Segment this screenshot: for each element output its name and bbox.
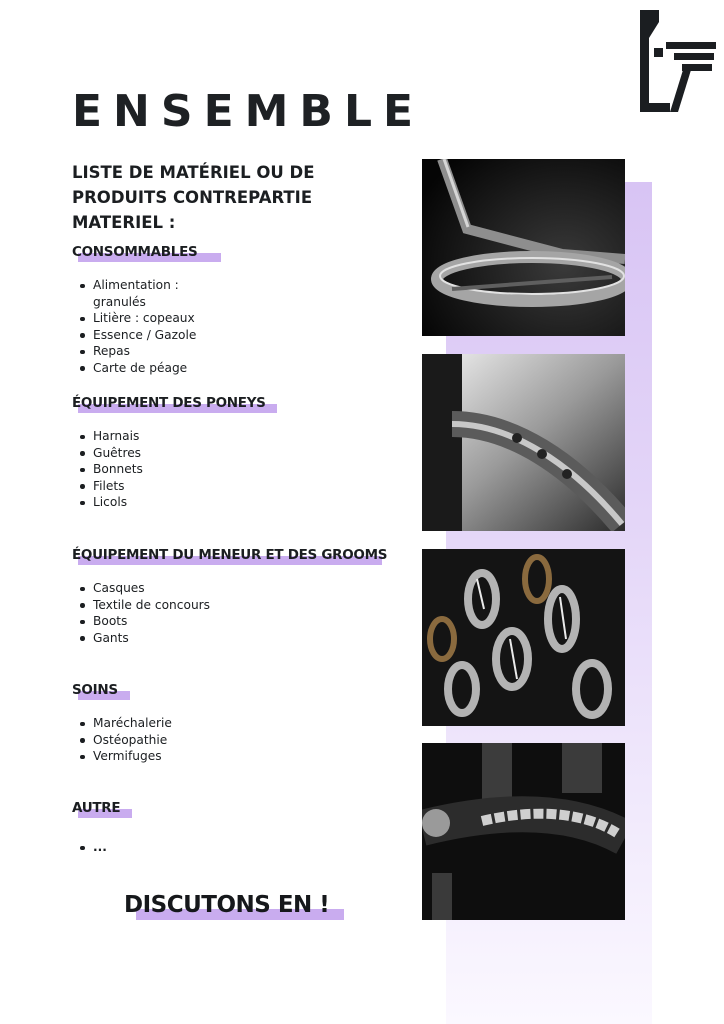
item-list [80, 277, 197, 377]
list-item: Casques [80, 580, 210, 597]
item-list [80, 839, 107, 856]
list-item: Vermifuges [80, 748, 172, 765]
section-title: ÉQUIPEMENT DU MENEUR ET DES GROOMS [72, 547, 388, 563]
item-list [80, 428, 143, 511]
section-title: CONSOMMABLES [72, 244, 198, 260]
list-item: Boots [80, 613, 210, 630]
bit-chains-photo [422, 549, 625, 726]
section-title: SOINS [72, 682, 118, 698]
cta-block [124, 892, 329, 918]
list-item: Filets [80, 478, 143, 495]
list-item: Bonnets [80, 461, 143, 478]
stirrup-photo [422, 159, 625, 336]
bridle-browband-photo [422, 743, 625, 920]
list-item: Carte de péage [80, 360, 197, 377]
list-item: Harnais [80, 428, 143, 445]
item-list [80, 715, 172, 765]
brand-logo [636, 8, 720, 114]
cta-text: DISCUTONS EN ! [124, 892, 330, 918]
section-equipement-meneur [72, 546, 388, 645]
page-title: ENSEMBLE [72, 86, 425, 137]
section-autre [72, 799, 121, 854]
list-item: Alimentation : granulés [80, 277, 197, 310]
section-equipement-poneys [72, 394, 266, 510]
list-item: Gants [80, 630, 210, 647]
section-consommables [72, 243, 198, 375]
list-item: Guêtres [80, 445, 143, 462]
list-item: Essence / Gazole [80, 327, 197, 344]
list-item: Repas [80, 343, 197, 360]
list-item: Litière : copeaux [80, 310, 197, 327]
list-item: Ostéopathie [80, 732, 172, 749]
list-item: Licols [80, 494, 143, 511]
item-list [80, 580, 210, 646]
list-item: Maréchalerie [80, 715, 172, 732]
section-title: AUTRE [72, 800, 121, 816]
list-item: Textile de concours [80, 597, 210, 614]
list-item: ... [80, 839, 107, 856]
harness-studs-photo [422, 354, 625, 531]
materials-subtitle: LISTE DE MATÉRIEL OU DE PRODUITS CONTREPARTIE MATERIEL : [72, 163, 315, 232]
section-soins [72, 681, 172, 764]
section-title: ÉQUIPEMENT DES PONEYS [72, 395, 266, 411]
